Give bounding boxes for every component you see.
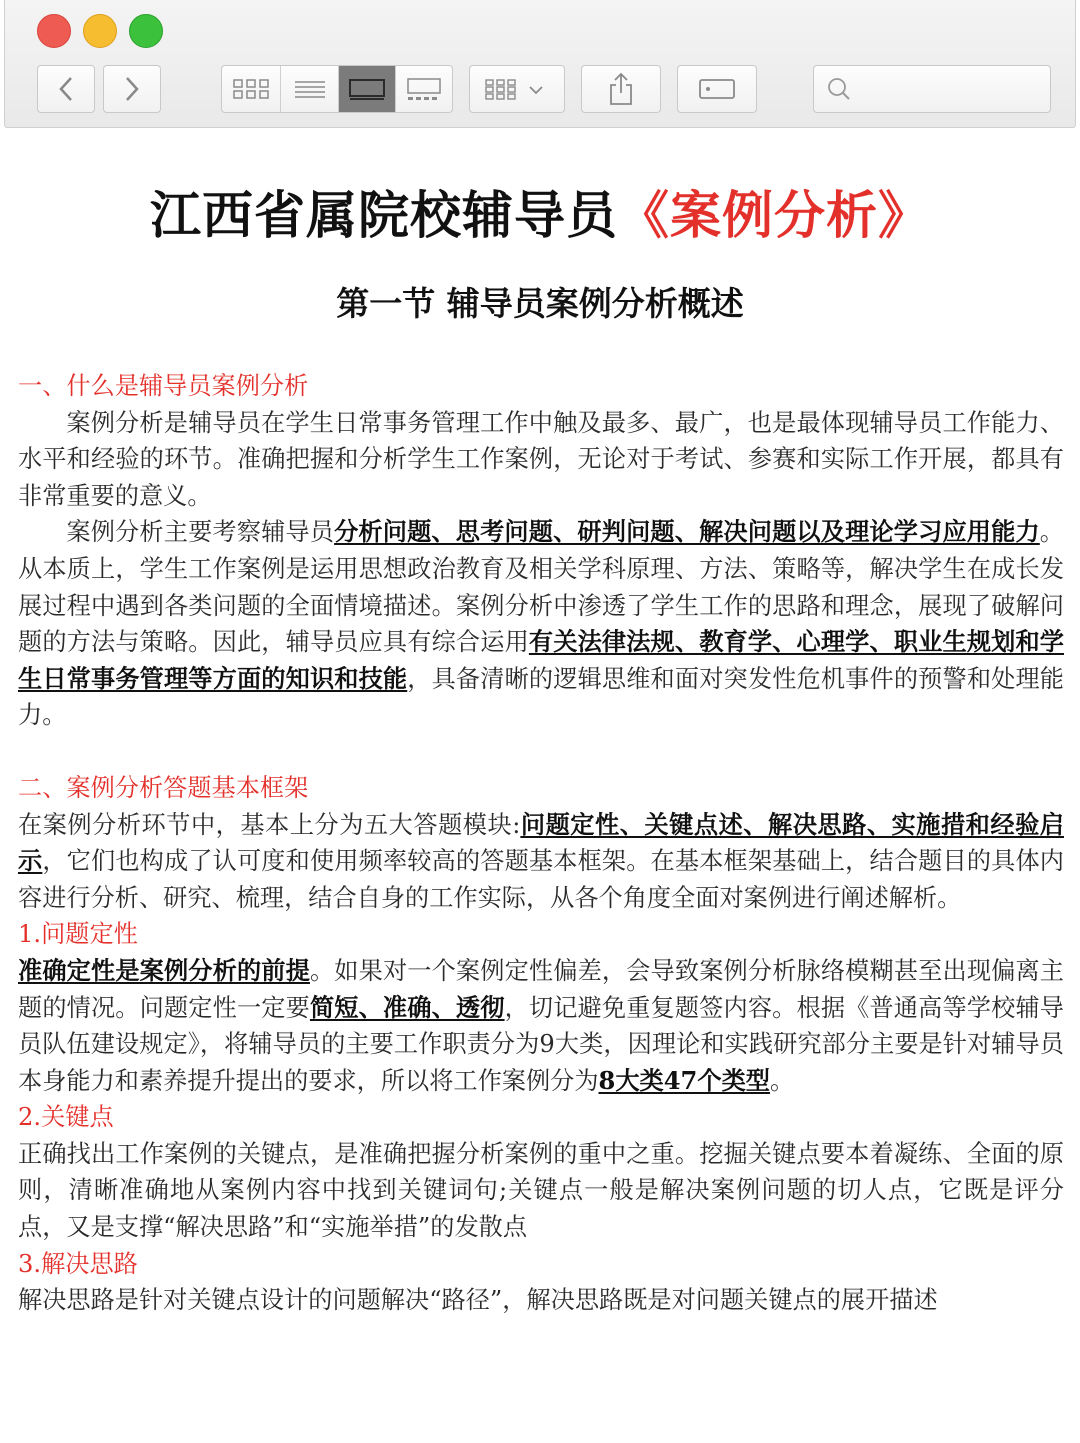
forward-icon	[122, 75, 142, 103]
emphasis-text: 准确定性是案例分析的前提	[18, 955, 310, 985]
document-body	[18, 368, 1064, 1319]
window-toolbar	[4, 0, 1076, 128]
subsection3-heading: 3.解决思路	[18, 1249, 138, 1278]
tag-icon	[697, 76, 737, 102]
title-main: 江西省属院校辅导员	[149, 186, 618, 246]
view-mode-control[interactable]	[221, 65, 453, 113]
grid-view-icon	[232, 77, 270, 101]
text-run: ，切记避免重复题签内容。根据《普通高等学校辅导员队伍建设规定》，将辅导员的主要工作职责分为9大类，因理论和实践研究部分主要是针对辅导员本身能力和素养提升提出的要求，所以将工作案例分为	[18, 993, 1064, 1095]
subsection3-paragraph: 解决思路是针对关键点设计的问题解决“路径”，解决思路既是对问题关键点的展开描述	[18, 1286, 938, 1315]
emphasis-text: 简短、准确、透彻	[309, 992, 505, 1022]
section-subtitle: 第一节 辅导员案例分析概述	[336, 284, 744, 323]
emphasis-text: 分析问题、思考问题、研判问题、解决问题以及理论学习应用能力	[334, 517, 1040, 547]
page-title	[0, 174, 1080, 248]
tag-button[interactable]	[677, 65, 757, 113]
text-run: 。从本质上，学生工作案例是运用思想政治教育及相关学科原理、方法、策略等，解决学生在成长发展过程中遇到各类问题的全面情境描述。案例分析中渗透了学生工作的思路和理念，展现了破解问题的方法与策略。因此，辅导员应具有综合运用	[18, 518, 1064, 657]
emphasis-text: 问题定性、关键点述、解决思路、实施措和经验启示	[18, 809, 1064, 876]
close-window-button[interactable]	[37, 14, 71, 48]
text-run: 在案例分析环节中，基本上分为五大答题模块:	[18, 810, 521, 839]
subsection1-paragraph	[18, 953, 1064, 1099]
zoom-window-button[interactable]	[129, 14, 163, 48]
group-by-button[interactable]	[469, 65, 565, 113]
text-run: 案例分析主要考察辅导员	[66, 518, 335, 547]
document-page	[0, 128, 1080, 1443]
back-button[interactable]	[37, 65, 95, 113]
gallery-view-icon	[405, 76, 443, 102]
search-field[interactable]	[813, 65, 1051, 113]
section1-heading: 一、什么是辅导员案例分析	[18, 372, 309, 400]
subsection1-heading: 1.问题定性	[18, 920, 138, 949]
text-run: 。如果对一个案例定性偏差，会导致案例分析脉络模糊甚至出现偏离主题的情况。问题定性一定要	[18, 956, 1064, 1022]
minimize-window-button[interactable]	[83, 14, 117, 48]
section1-paragraph1: 案例分析是辅导员在学生日常事务管理工作中触及最多、最广，也是最体现辅导员工作能力、水平和经验的环节。准确把握和分析学生工作案例，无论对于考试、参赛和实际工作开展，都具有非常重要的意义。	[18, 408, 1064, 510]
chevron-down-icon	[530, 87, 542, 93]
title-highlight: 《案例分析》	[618, 186, 931, 246]
view-grid-button[interactable]	[222, 66, 281, 112]
share-icon	[606, 71, 636, 107]
subsection2-paragraph: 正确找出工作案例的关键点，是准确把握分析案例的重中之重。挖掘关键点要本着凝练、全面的原则，清晰准确地从案例内容中找到关键词句;关键点一般是解决案例问题的切人点，它既是评分点，又是支撑“解决思路”和“实施举措”的发散点	[18, 1139, 1064, 1242]
emphasis-text: 8大类47个类型	[598, 1065, 770, 1095]
search-icon	[826, 76, 852, 102]
back-icon	[56, 75, 76, 103]
text-run: ，具备清晰的逻辑思维和面对突发性危机事件的预警和处理能力。	[18, 664, 1064, 730]
section2-paragraph1	[18, 807, 1064, 917]
subsection2-heading: 2.关键点	[18, 1103, 114, 1132]
text-run: 。	[769, 1066, 795, 1095]
text-run: ，它们也构成了认可度和使用频率较高的答题基本框架。在基本框架基础上，结合题目的具体内容进行分析、研究、梳理，结合自身的工作实际，从各个角度全面对案例进行阐述解析。	[18, 847, 1064, 912]
view-list-button[interactable]	[281, 66, 339, 112]
group-icon	[482, 77, 552, 101]
view-cover-button[interactable]	[339, 66, 397, 112]
share-button[interactable]	[581, 65, 661, 113]
section1-paragraph2	[18, 514, 1064, 734]
spacer	[18, 734, 1064, 770]
emphasis-text: 有关法律法规、教育学、心理学、职业生规划和学生日常事务管理等方面的知识和技能	[18, 627, 1064, 693]
list-view-icon	[293, 77, 327, 101]
cover-view-icon	[348, 77, 386, 101]
view-gallery-button[interactable]	[396, 66, 452, 112]
forward-button[interactable]	[103, 65, 161, 113]
section2-heading: 二、案例分析答题基本框架	[18, 773, 309, 802]
